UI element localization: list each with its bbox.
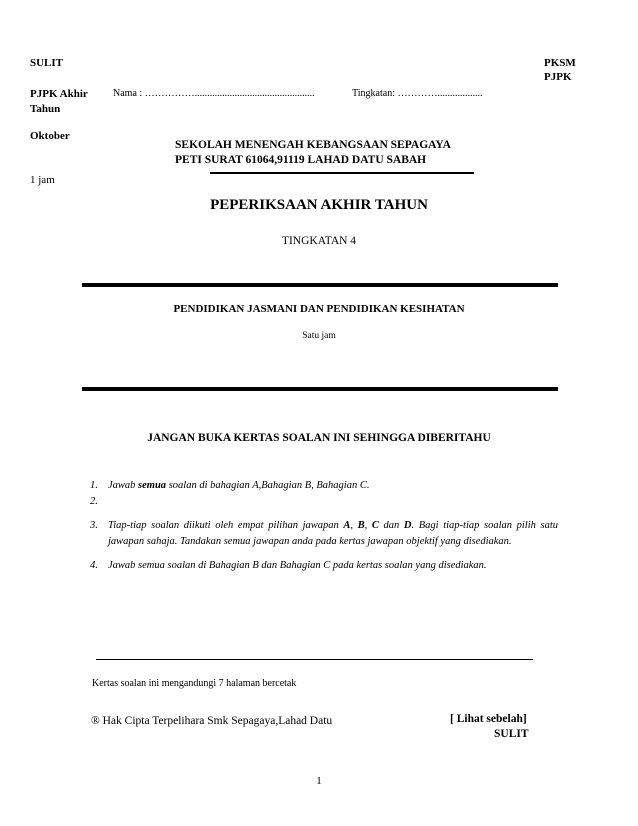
warning-notice: JANGAN BUKA KERTAS SOALAN INI SEHINGGA DIBERITAHU <box>147 432 491 444</box>
separator: , <box>364 520 372 531</box>
name-field: Nama : ……………................................................ <box>113 88 315 99</box>
copyright-notice: ® Hak Cipta Terpelihara Smk Sepagaya,Lahad Datu <box>91 715 333 727</box>
instruction-number: 4. <box>90 560 98 571</box>
school-address: PETI SURAT 61064,91119 LAHAD DATU SABAH <box>175 154 427 166</box>
page-count-note: Kertas soalan ini mengandungi 7 halaman bercetak <box>92 678 297 689</box>
subject-title: PENDIDIKAN JASMANI DAN PENDIDIKAN KESIHATAN <box>173 303 465 315</box>
header-code-pjpk: PJPK <box>544 71 572 83</box>
instruction-item <box>90 494 558 510</box>
exam-level: TINGKATAN 4 <box>281 235 357 247</box>
instruction-item <box>90 478 558 494</box>
separator: dan <box>378 520 404 531</box>
instruction-text: soalan di bahagian A,Bahagian B, Bahagian C. <box>166 480 370 491</box>
thick-rule-top <box>82 283 558 287</box>
option-b: B <box>357 520 365 531</box>
instruction-number: 1. <box>90 480 98 491</box>
exam-time: Satu jam <box>302 331 336 341</box>
instruction-text: Jawab <box>108 480 139 491</box>
option-a: A <box>343 520 351 531</box>
option-d: D <box>403 520 412 531</box>
exam-month: Oktober <box>30 130 70 142</box>
exam-duration: 1 jam <box>30 174 55 186</box>
school-name: SEKOLAH MENENGAH KEBANGSAAN SEPAGAYA <box>175 139 451 151</box>
instruction-text: . Bagi tiap-tiap soalan pilih satu jawapan sahaja. Tandakan semua jawapan anda pada kertas jawapan objektif yang disediakan. <box>108 520 558 547</box>
footer-classification: SULIT <box>494 728 529 740</box>
instruction-item <box>90 558 558 574</box>
thick-rule-bottom <box>82 387 558 391</box>
instruction-number: 2. <box>90 496 98 507</box>
school-underline <box>210 172 474 174</box>
footer-rule <box>96 659 533 660</box>
page-number: 1 <box>316 775 322 787</box>
instruction-list <box>90 478 558 574</box>
header-code-pksm: PKSM <box>544 57 576 69</box>
instruction-number: 3. <box>90 520 98 531</box>
subject-code: PJPK Akhir Tahun <box>30 88 88 115</box>
instruction-text: Tiap-tiap soalan diikuti oleh empat pilihan jawapan <box>108 520 344 531</box>
option-c: C <box>371 520 379 531</box>
form-field: Tingkatan: ………….................. <box>352 88 483 99</box>
instruction-text: Jawab semua soalan di Bahagian B dan Bahagian C pada kertas soalan yang disediakan. <box>108 560 487 571</box>
classification-label: SULIT <box>30 57 64 69</box>
see-next-page: [ Lihat sebelah] <box>450 713 527 725</box>
instruction-item <box>90 518 558 550</box>
exam-title: PEPERIKSAAN AKHIR TAHUN <box>210 197 428 213</box>
separator: , <box>350 520 358 531</box>
instruction-emphasis: semua <box>138 480 167 491</box>
